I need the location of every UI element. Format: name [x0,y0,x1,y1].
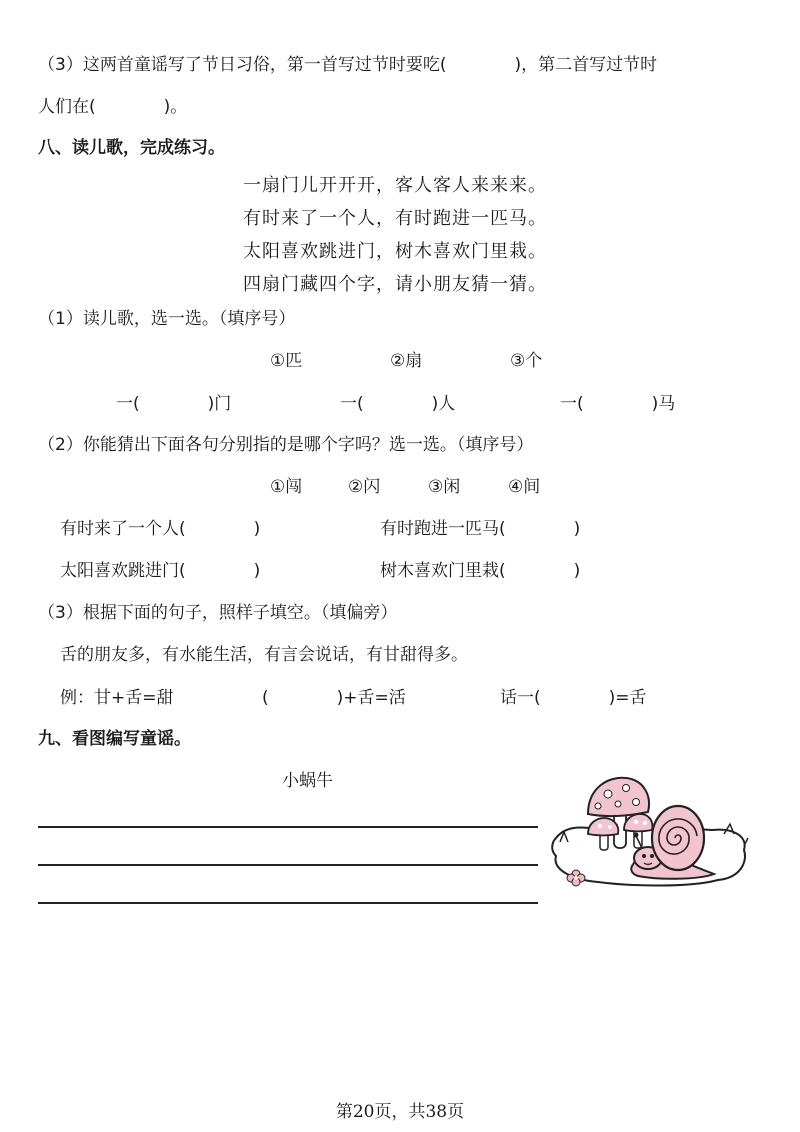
q7-3-line1: （3）这两首童谣写了节日习俗，第一首写过节时要吃( )，第二首写过节时 [38,55,658,75]
poem-line: 四扇门藏四个字，请小朋友猜一猜。 [243,274,547,295]
q8-2-option: ①闯 [270,477,303,497]
q8-1-prompt: （1）读儿歌，选一选。（填序号） [38,309,296,329]
snail-shell-icon [652,806,704,870]
writing-line[interactable] [38,864,538,866]
q8-3-sentence: 舌的朋友多，有水能生活，有言会说话，有甘甜得多。 [60,645,468,665]
poem-line: 一扇门儿开开开，客人客人来来来。 [243,175,547,196]
section-8-title: 八、读儿歌，完成练习。 [38,138,225,158]
q8-3-blank-speech[interactable]: 话一( )=舌 [500,688,647,708]
q8-2-item[interactable]: 有时跑进一匹马( ) [380,519,581,539]
writing-line[interactable] [38,826,538,828]
poem-line: 有时来了一个人，有时跑进一匹马。 [243,208,547,229]
q8-3-blank-water[interactable]: ( )+舌=活 [262,688,406,708]
q8-2-option: ②闪 [348,477,381,497]
q8-2-option: ④间 [508,477,541,497]
q8-2-prompt: （2）你能猜出下面各句分别指的是哪个字吗？选一选。（填序号） [38,435,534,455]
page-footer: 第20页，共38页 [335,1102,465,1122]
q8-1-option: ②扇 [390,351,423,371]
q8-1-blank-person[interactable]: 一( )人 [340,394,456,414]
q8-3-prompt: （3）根据下面的句子，照样子填空。（填偏旁） [38,603,398,623]
q8-1-blank-door[interactable]: 一( )门 [116,394,232,414]
q8-2-item[interactable]: 有时来了一个人( ) [60,519,261,539]
q8-2-item[interactable]: 太阳喜欢跳进门( ) [60,561,261,581]
q8-1-option: ①匹 [270,351,303,371]
q8-3-example: 例：甘+舌=甜 [60,688,174,708]
q8-2-option: ③闲 [428,477,461,497]
q8-2-item[interactable]: 树木喜欢门里栽( ) [380,561,581,581]
q8-1-option: ③个 [510,351,543,371]
poem-line: 太阳喜欢跳进门，树木喜欢门里栽。 [243,241,547,262]
poem-title-snail: 小蜗牛 [282,771,333,791]
q8-1-blank-horse[interactable]: 一( )马 [560,394,676,414]
section-9-title: 九、看图编写童谣。 [38,729,191,749]
snail-mushroom-illustration [548,770,753,895]
q7-3-line2: 人们在( )。 [38,97,188,117]
writing-line[interactable] [38,902,538,904]
